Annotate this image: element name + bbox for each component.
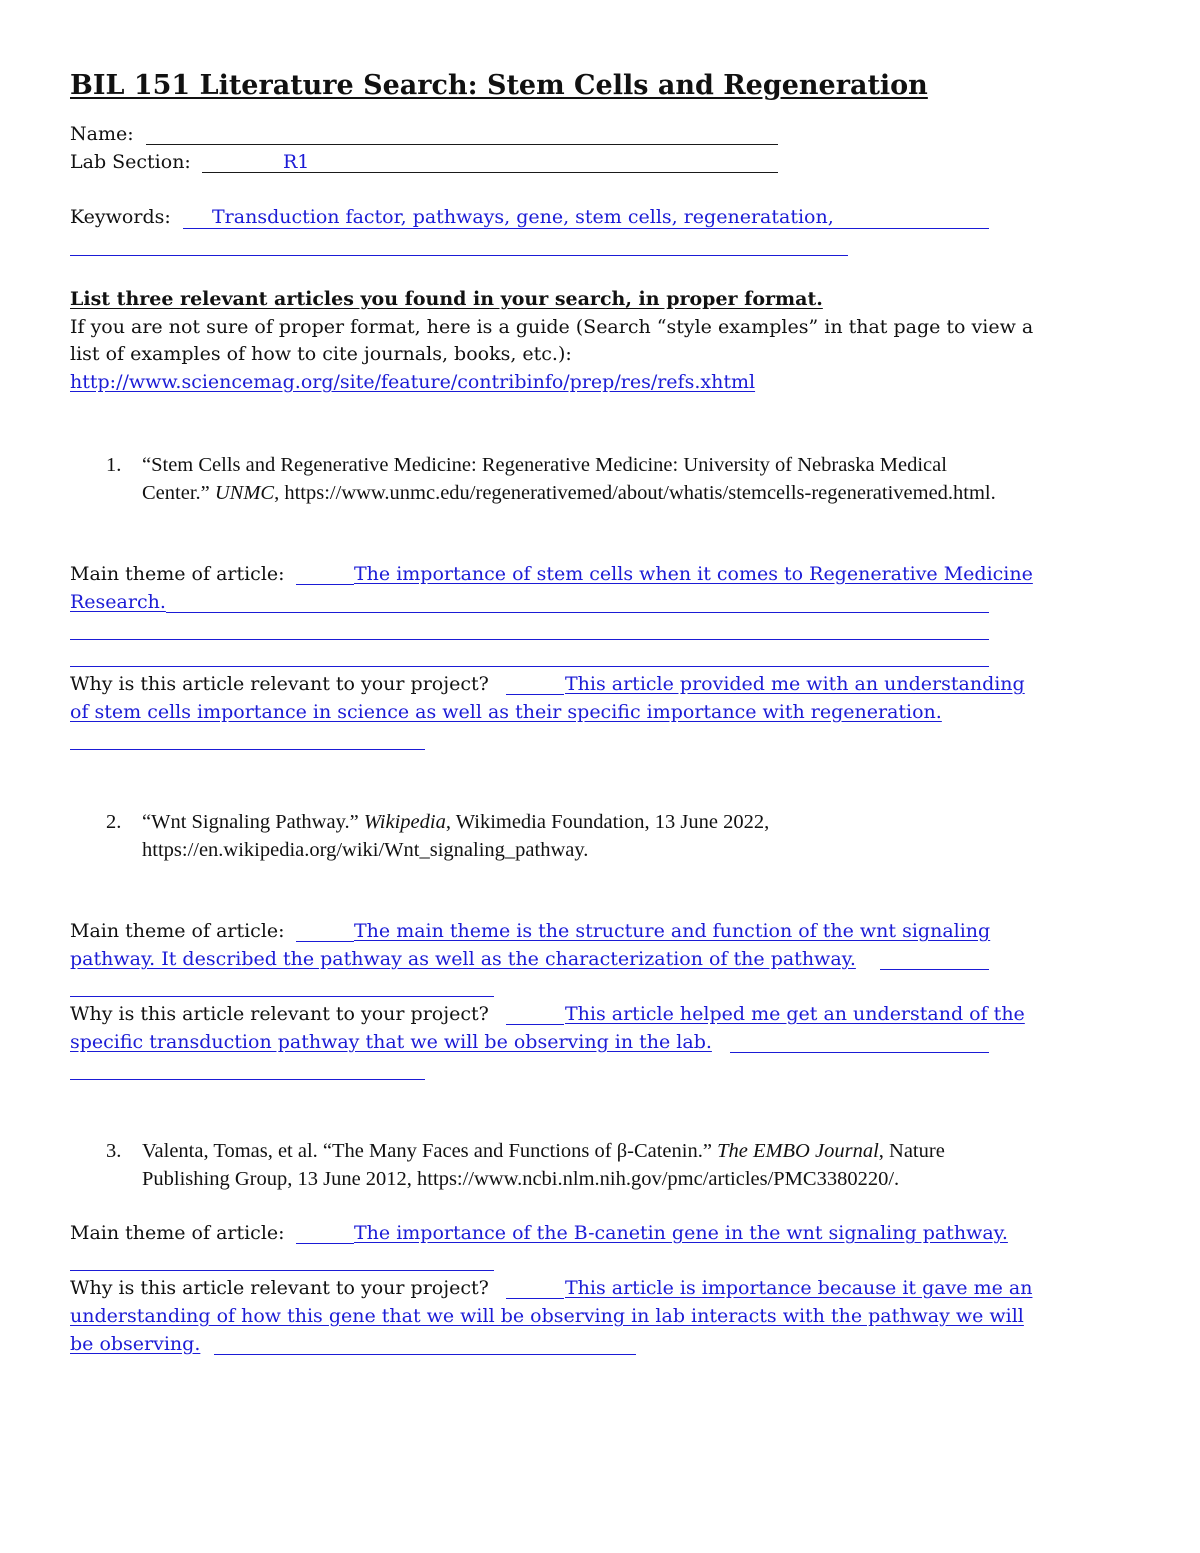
article-citation-line-2: Center.” UNMC, https://www.unmc.edu/regenerativemed/about/whatis/stemcells-regenerativemed.html.	[142, 482, 996, 504]
main-theme-answer-line-2[interactable]: Research.	[70, 591, 166, 613]
answer-underline	[506, 1298, 564, 1299]
relevance-answer-line-2[interactable]: understanding of how this gene that we will be observing in lab interacts with the pathway we will	[70, 1305, 1024, 1327]
answer-underline	[166, 612, 989, 613]
article-number: 3.	[106, 1140, 122, 1162]
name-underline	[146, 144, 778, 145]
blank-line	[70, 1270, 494, 1271]
relevance-answer-line-2[interactable]: of stem cells importance in science as well as their specific importance with regeneration.	[70, 701, 942, 723]
lab-section-underline	[202, 172, 778, 173]
main-theme-answer-line-1[interactable]: The importance of stem cells when it comes to Regenerative Medicine	[354, 563, 1033, 585]
relevance-label: Why is this article relevant to your project?	[70, 673, 489, 695]
main-theme-label: Main theme of article:	[70, 1222, 285, 1244]
relevance-answer-line-1[interactable]: This article is importance because it gave me an	[565, 1277, 1033, 1299]
instructions-heading: List three relevant articles you found in your search, in proper format.	[70, 288, 823, 310]
relevance-answer-line-1[interactable]: This article provided me with an understanding	[565, 673, 1025, 695]
article-citation-line-1: “Wnt Signaling Pathway.” Wikipedia, Wikimedia Foundation, 13 June 2022,	[142, 811, 770, 833]
relevance-answer-line-2[interactable]: specific transduction pathway that we will be observing in the lab.	[70, 1031, 712, 1053]
answer-underline	[506, 1024, 564, 1025]
article-number: 2.	[106, 811, 122, 833]
main-theme-label: Main theme of article:	[70, 920, 285, 942]
page-title: BIL 151 Literature Search: Stem Cells and Regeneration	[70, 70, 928, 101]
answer-underline	[880, 969, 989, 970]
keywords-underline-2	[70, 255, 848, 256]
answer-underline	[296, 941, 354, 942]
blank-line	[70, 1079, 425, 1080]
blank-line	[70, 666, 989, 667]
relevance-answer-line-3[interactable]: be observing.	[70, 1333, 201, 1355]
instructions-line-2: list of examples of how to cite journals, books, etc.):	[70, 343, 572, 365]
relevance-label: Why is this article relevant to your project?	[70, 1277, 489, 1299]
article-citation-line-2: https://en.wikipedia.org/wiki/Wnt_signaling_pathway.	[142, 839, 589, 861]
main-theme-answer-line-1[interactable]: The importance of the B-canetin gene in the wnt signaling pathway.	[354, 1222, 1008, 1244]
blank-line	[70, 996, 494, 997]
article-citation-line-1: “Stem Cells and Regenerative Medicine: Regenerative Medicine: University of Nebraska Medical	[142, 454, 947, 476]
style-guide-link[interactable]: http://www.sciencemag.org/site/feature/contribinfo/prep/res/refs.xhtml	[70, 371, 756, 393]
relevance-answer-line-1[interactable]: This article helped me get an understand of the	[565, 1003, 1025, 1025]
main-theme-label: Main theme of article:	[70, 563, 285, 585]
keywords-underline	[183, 228, 989, 229]
answer-underline	[214, 1354, 636, 1355]
keywords-value[interactable]: Transduction factor, pathways, gene, stem cells, regeneratation,	[212, 206, 834, 228]
answer-underline	[296, 1243, 354, 1244]
main-theme-answer-line-2[interactable]: pathway. It described the pathway as well as the characterization of the pathway.	[70, 948, 856, 970]
instructions-line-1: If you are not sure of proper format, here is a guide (Search “style examples” in that page to view a	[70, 316, 1034, 338]
blank-line	[70, 639, 989, 640]
main-theme-answer-line-1[interactable]: The main theme is the structure and function of the wnt signaling	[354, 920, 991, 942]
name-label: Name:	[70, 123, 134, 145]
blank-line	[70, 749, 425, 750]
article-number: 1.	[106, 454, 122, 476]
lab-section-value[interactable]: R1	[283, 151, 310, 173]
lab-section-label: Lab Section:	[70, 151, 191, 173]
answer-underline	[506, 694, 564, 695]
answer-underline	[730, 1052, 989, 1053]
article-citation-line-1: Valenta, Tomas, et al. “The Many Faces and Functions of β-Catenin.” The EMBO Journal, Nature	[142, 1140, 945, 1162]
answer-underline	[296, 584, 354, 585]
article-citation-line-2: Publishing Group, 13 June 2012, https://www.ncbi.nlm.nih.gov/pmc/articles/PMC3380220/.	[142, 1168, 900, 1190]
keywords-label: Keywords:	[70, 206, 171, 228]
relevance-label: Why is this article relevant to your project?	[70, 1003, 489, 1025]
